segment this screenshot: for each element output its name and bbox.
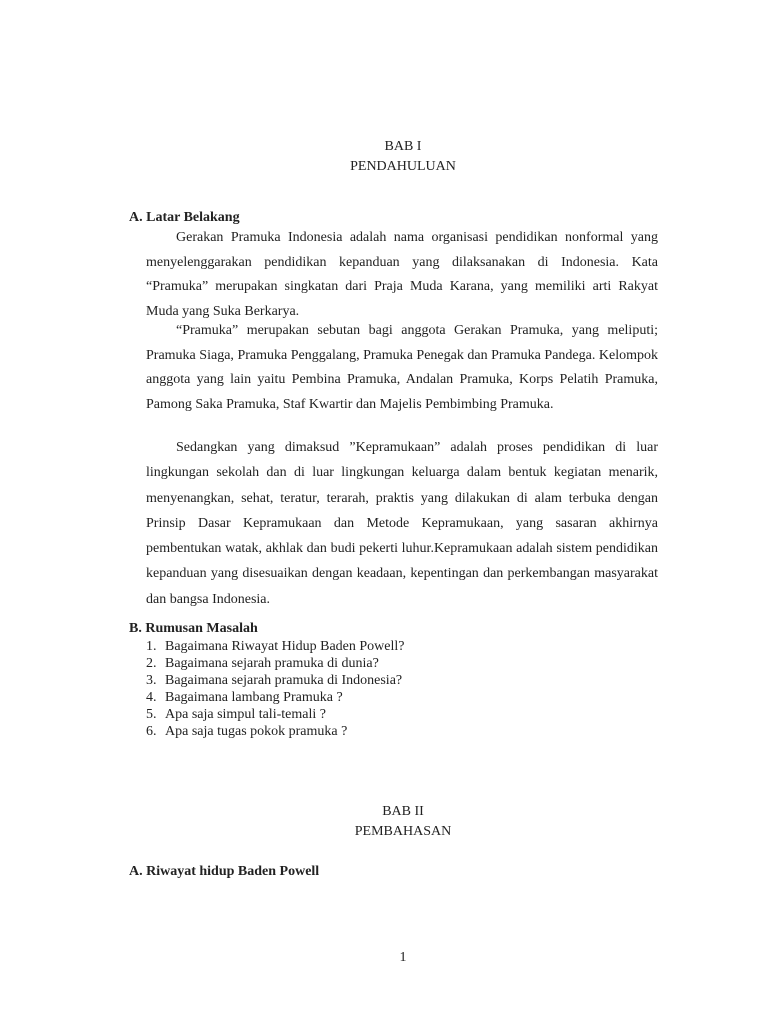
paragraph-3: Sedangkan yang dimaksud ”Kepramukaan” adalah proses pendidikan di luar lingkungan sekolah dan di luar lingkungan keluarga dalam bentuk kegiatan menarik, menyenangkan, sehat, teratur, terarah, praktis yang dilakukan di alam terbuka dengan Prinsip Dasar Kepramukaan dan Metode Kepramukaan, yang sasaran akhirnya pembentukan watak, akhlak dan budi pekerti luhur.Kepramukaan adalah sistem pendidikan kepanduan yang disesuaikan dengan keadaan, kepentingan dan perkembangan masyarakat dan bangsa Indonesia. bbox=[146, 440, 658, 607]
chapter-2-title: BAB II bbox=[382, 804, 424, 819]
chapter-2-heading bbox=[0, 802, 768, 842]
chapter-2-subtitle: PEMBAHASAN bbox=[354, 824, 452, 839]
paragraph-2: “Pramuka” merupakan sebutan bagi anggota Gerakan Pramuka, yang meliputi; Pramuka Siaga, Pramuka Penggalang, Pramuka Penegak dan Pramuka Pandega. Kelompok anggota yang lain yaitu Pembina Pramuka, Andalan Pramuka, Korps Pelatih Pramuka, Pamong Saka Pramuka, Staf Kwartir dan Majelis Pembimbing Pramuka. bbox=[146, 323, 658, 412]
chapter-1-subtitle: PENDAHULUAN bbox=[350, 159, 456, 174]
page-number: 1 bbox=[399, 950, 407, 965]
paragraph-1: Gerakan Pramuka Indonesia adalah nama organisasi pendidikan nonformal yang menyelenggarakan pendidikan kepanduan yang dilaksanakan di Indonesia. Kata “Pramuka” merupakan singkatan dari Praja Muda Karana, yang memiliki arti Rakyat Muda yang Suka Berkarya. bbox=[146, 230, 658, 319]
list-item: 3. Bagaimana sejarah pramuka di Indonesia? bbox=[146, 673, 403, 688]
list-item: 5. Apa saja simpul tali-temali ? bbox=[146, 707, 326, 722]
chapter-1-title: BAB I bbox=[384, 139, 422, 154]
list-item: 4. Bagaimana lambang Pramuka ? bbox=[146, 690, 343, 705]
chapter-1-heading bbox=[0, 137, 768, 177]
question-list bbox=[146, 638, 405, 740]
list-item: 2. Bagaimana sejarah pramuka di dunia? bbox=[146, 656, 379, 671]
section-heading-rumusan-masalah: B. Rumusan Masalah bbox=[129, 621, 258, 636]
list-item: 1. Bagaimana Riwayat Hidup Baden Powell? bbox=[146, 639, 405, 654]
section-heading-latar-belakang: A. Latar Belakang bbox=[129, 210, 240, 225]
section-heading-riwayat-hidup: A. Riwayat hidup Baden Powell bbox=[129, 864, 320, 879]
list-item: 6. Apa saja tugas pokok pramuka ? bbox=[146, 724, 348, 739]
